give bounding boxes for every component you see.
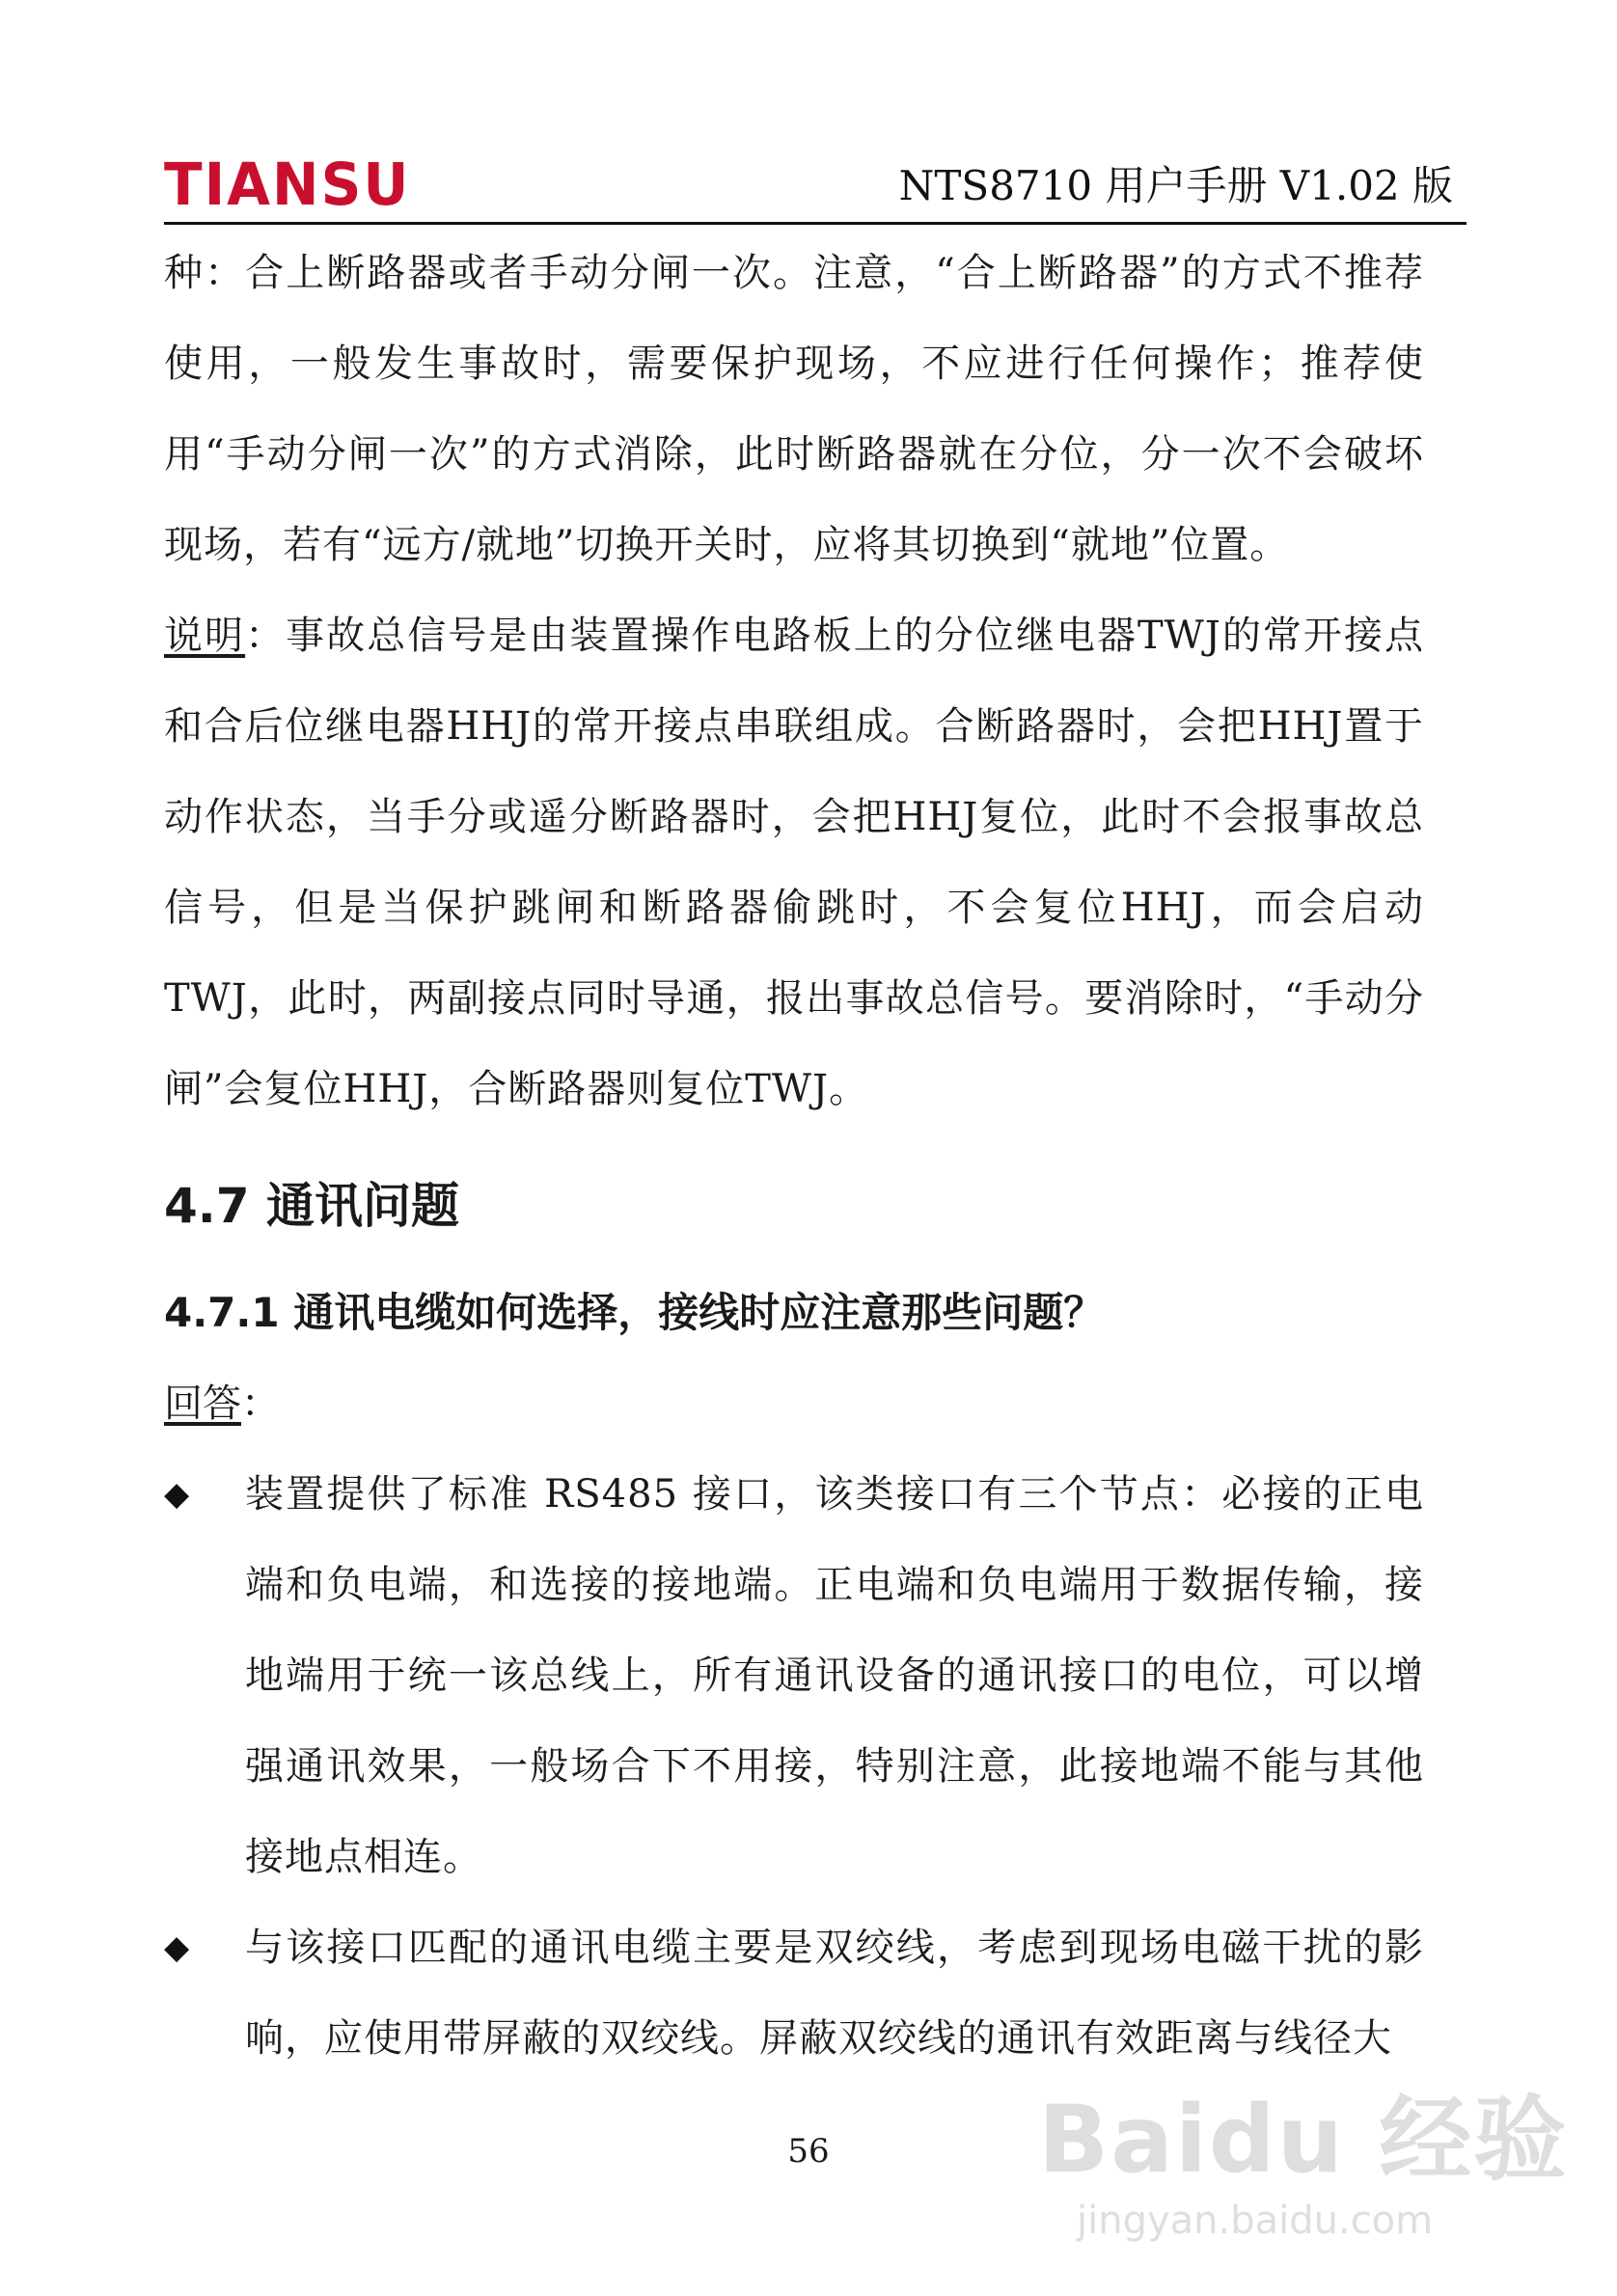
baidu-watermark [1038, 2086, 1578, 2257]
bullet-item [164, 1902, 1424, 2084]
page-number: 56 [787, 2132, 830, 2171]
diamond-bullet-icon: ◆ [164, 1475, 190, 1514]
bullet-item [164, 1449, 1424, 1902]
header-divider [164, 222, 1466, 225]
bullet-text: 与该接口匹配的通讯电缆主要是双绞线，考虑到现场电磁干扰的影响，应使用带屏蔽的双绞线。屏蔽双绞线的通讯有效距离与线径大 [245, 1926, 1424, 2061]
document-title: NTS8710 用户手册 V1.02 版 [898, 162, 1453, 209]
answer-colon: ： [241, 1381, 280, 1426]
diamond-bullet-icon: ◆ [164, 1928, 190, 1967]
watermark-url-text: jingyan.baidu.com [1077, 2199, 1434, 2243]
intro-paragraph: 种：合上断路器或者手动分闸一次。注意，“合上断路器”的方式不推荐使用，一般发生事故时，需要保护现场，不应进行任何操作；推荐使用“手动分闸一次”的方式消除，此时断路器就在分位，分一次不会破坏现场，若有“远方/就地”切换开关时，应将其切换到“就地”位置。 [164, 251, 1424, 567]
note-label: 说明 [164, 614, 246, 658]
note-paragraph [164, 590, 1424, 1134]
section-heading: 4.7 通讯问题 [164, 1178, 459, 1234]
answer-label-line [164, 1358, 1424, 1449]
subsection-heading: 4.7.1 通讯电缆如何选择，接线时应注意那些问题？ [164, 1289, 1105, 1336]
page-content [164, 228, 1424, 2084]
bullet-text: 装置提供了标准 RS485 接口，该类接口有三个节点：必接的正电端和负电端，和选接的接地端。正电端和负电端用于数据传输，接地端用于统一该总线上，所有通讯设备的通讯接口的电位，可以增强通讯效果，一般场合下不用接，特别注意，此接地端不能与其他接地点相连。 [245, 1472, 1424, 1879]
answer-label: 回答 [164, 1381, 241, 1426]
tiansu-logo: TIANSU [164, 150, 411, 219]
note-text: ：事故总信号是由装置操作电路板上的分位继电器TWJ的常开接点和合后位继电器HHJ的常开接点串联组成。合断路器时，会把HHJ置于动作状态，当手分或遥分断路器时，会把HHJ复位，此时不会报事故总信号，但是当保护跳闸和断路器偷跳时，不会复位HHJ，而会启动TWJ，此时，两副接点同时导通，报出事故总信号。要消除时，“手动分闸”会复位HHJ，合断路器则复位TWJ。 [164, 614, 1425, 1111]
watermark-main-text: Baidu 经验 [1038, 2086, 1569, 2194]
